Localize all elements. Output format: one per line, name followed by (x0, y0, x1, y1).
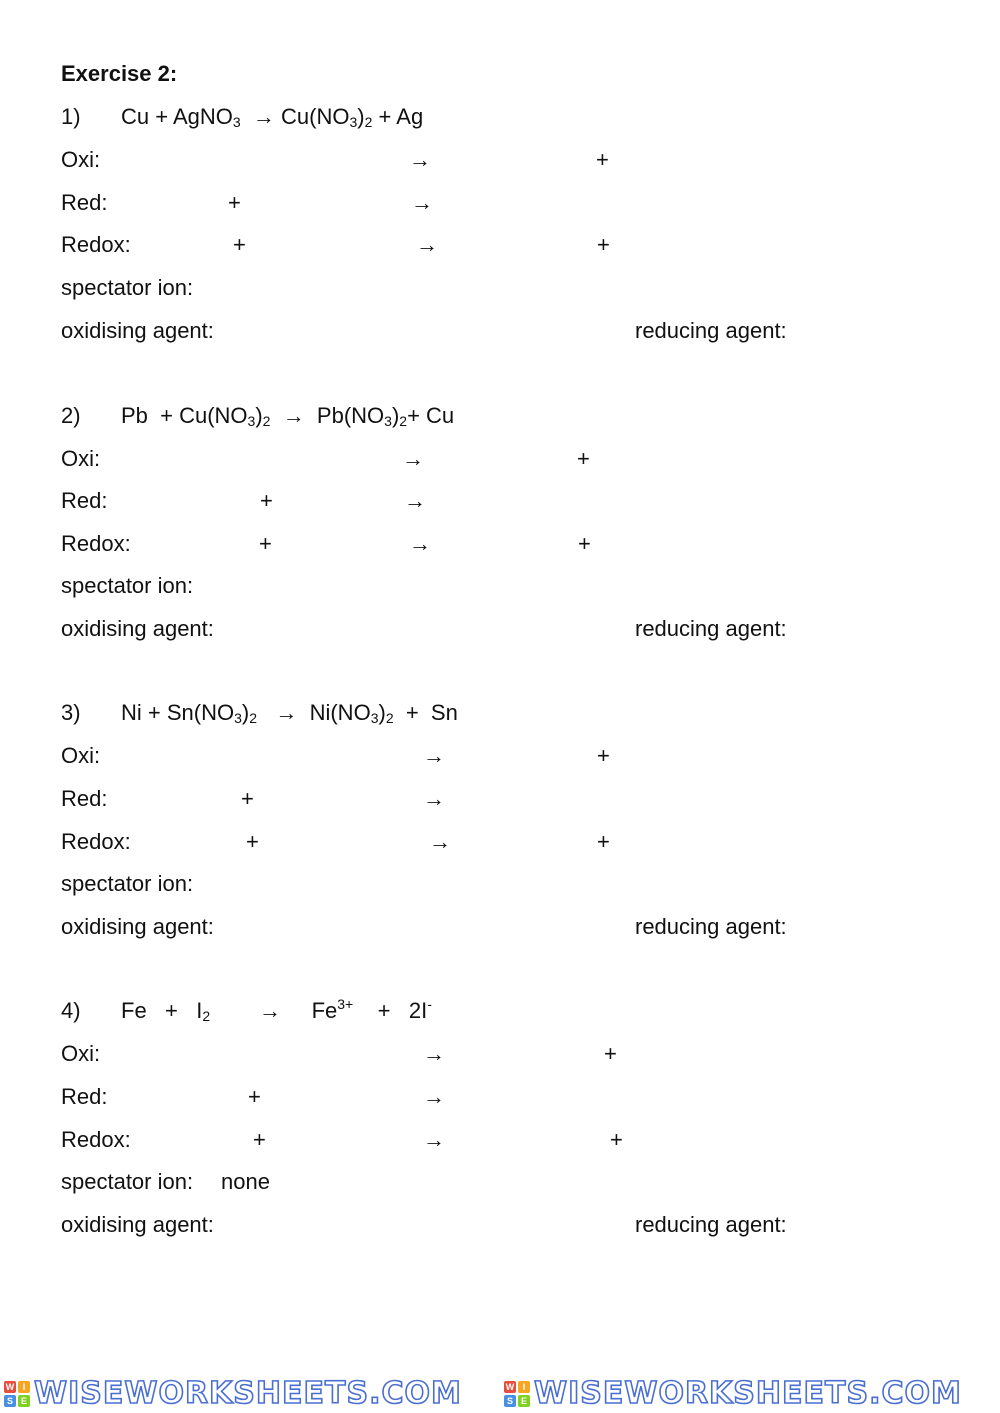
reducing-agent-label: reducing agent: (635, 914, 787, 939)
plus-symbol: + (248, 1084, 261, 1109)
reducing-agent-label: reducing agent: (635, 318, 787, 343)
red-label: Red: (61, 488, 108, 513)
oxi-label: Oxi: (61, 743, 101, 768)
footer-brand-bar (0, 1375, 1000, 1413)
exercise-3-equation: $Ni + Sn(NO_3)_2 \to Ni(NO_3)_2 + Sn$ (121, 700, 458, 726)
plus-symbol: + (233, 232, 246, 257)
redox-label: Redox: (61, 232, 131, 257)
brand-wordmark: WISEWORKSHEETS.COM (34, 1376, 462, 1411)
exercise-4-equation: $Fe + I_2$ → $Fe^{3+}$ + 2I- (121, 996, 432, 1024)
plus-symbol: + (596, 147, 609, 172)
red-label: Red: (61, 786, 108, 811)
arrow-symbol: → (423, 1127, 445, 1152)
plus-symbol: + (253, 1127, 266, 1152)
brand-logo (504, 1376, 962, 1411)
arrow-symbol: → (423, 786, 445, 811)
arrow-symbol: → (423, 1084, 445, 1109)
arrow-symbol: → (423, 743, 445, 768)
arrow-symbol: → (409, 531, 431, 556)
red-label: Red: (61, 1084, 108, 1109)
brand-blocks-icon: W I S E (4, 1381, 30, 1407)
exercise-2-equation: $Pb + Cu(NO_3)_2 \to Pb(NO_3)_2+ Cu$ (121, 403, 455, 429)
brand-wordmark: WISEWORKSHEETS.COM (534, 1376, 962, 1411)
spectator-label: spectator ion: (61, 871, 194, 896)
arrow-symbol: → (423, 1041, 445, 1066)
plus-symbol: + (260, 488, 273, 513)
redox-label: Redox: (61, 829, 131, 854)
brand-blocks-icon: W I S E (504, 1381, 530, 1407)
oxidising-agent-label: oxidising agent: (61, 616, 214, 641)
spectator-label: spectator ion: (61, 275, 194, 300)
spectator-label: spectator ion: (61, 573, 194, 598)
oxidising-agent-label: oxidising agent: (61, 914, 214, 939)
redox-label: Redox: (61, 1127, 131, 1152)
plus-symbol: + (597, 829, 610, 854)
oxidising-agent-label: oxidising agent: (61, 318, 214, 343)
redox-label: Redox: (61, 531, 131, 556)
brand-logo (4, 1376, 462, 1411)
reducing-agent-label: reducing agent: (635, 616, 787, 641)
exercise-1-equation: Cu + AgNO$_3$ → $Cu(NO_3)_2 + Ag$ (121, 104, 424, 130)
exercise-4-number: 4) (61, 998, 81, 1023)
oxi-label: Oxi: (61, 446, 101, 471)
plus-symbol: + (246, 829, 259, 854)
arrow-symbol: → (429, 829, 451, 854)
plus-symbol: + (241, 786, 254, 811)
exercise-1-number: 1) (61, 104, 81, 129)
arrow-symbol: → (409, 147, 431, 172)
exercise-2-number: 2) (61, 403, 81, 428)
arrow-symbol: → (411, 190, 433, 215)
arrow-symbol: → (402, 446, 424, 471)
plus-symbol: + (610, 1127, 623, 1152)
spectator-label: spectator ion: (61, 1169, 194, 1194)
arrow-symbol: → (416, 232, 438, 257)
plus-symbol: + (228, 190, 241, 215)
plus-symbol: + (259, 531, 272, 556)
oxidising-agent-label: oxidising agent: (61, 1212, 214, 1237)
spectator-value: none (221, 1169, 270, 1194)
exercise-3-number: 3) (61, 700, 81, 725)
plus-symbol: + (577, 446, 590, 471)
red-label: Red: (61, 190, 108, 215)
plus-symbol: + (597, 743, 610, 768)
arrow-symbol: → (404, 488, 426, 513)
plus-symbol: + (604, 1041, 617, 1066)
oxi-label: Oxi: (61, 1041, 101, 1066)
plus-symbol: + (597, 232, 610, 257)
exercise-heading: Exercise 2: (61, 61, 178, 86)
plus-symbol: + (578, 531, 591, 556)
reducing-agent-label: reducing agent: (635, 1212, 787, 1237)
oxi-label: Oxi: (61, 147, 101, 172)
